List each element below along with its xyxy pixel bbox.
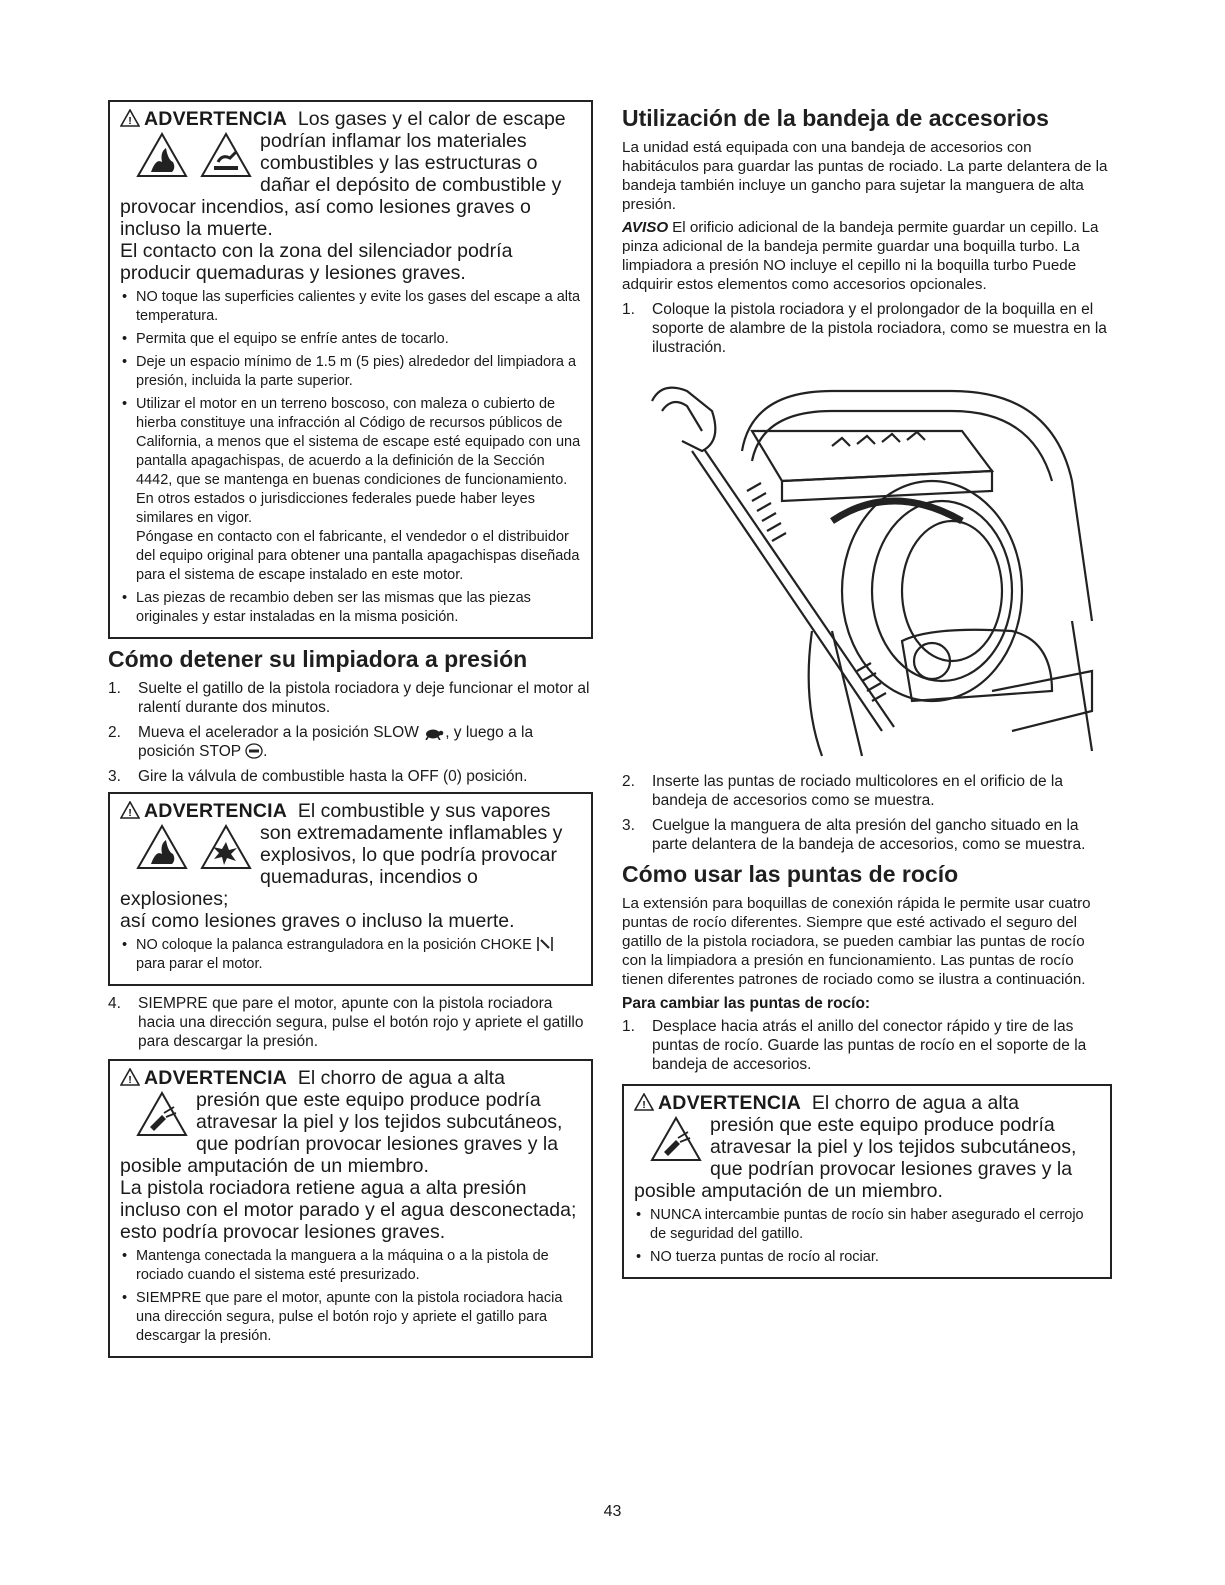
hazard-icons <box>136 1091 188 1137</box>
step-text: . <box>263 743 268 760</box>
warning-rest: así como lesiones graves o incluso la muerte. <box>120 910 515 932</box>
list-item: • Deje un espacio mínimo de 1.5 m (5 pies) alrededor del limpiadora a presión, incluida la parte superior. <box>120 353 581 391</box>
step-number: 1. <box>622 301 635 318</box>
paragraph: La unidad está equipada con una bandeja de accesorios con habitáculos para guardar las puntas de rociado. La parte delantera de la bandeja también incluye un gancho para sujetar la manguera de alta presión. <box>622 139 1108 213</box>
warning-box-fuel <box>108 792 593 986</box>
warning-line-1: podrían inflamar los materiales <box>260 130 527 152</box>
step-text: Desplace hacia atrás el anillo del conector rápido y tire de las puntas de rocío. Guarde las puntas de rocío en el soporte de la bandeja de accesorios. <box>652 1018 1087 1073</box>
warning-header <box>120 1067 581 1089</box>
svg-text:!: ! <box>128 1075 132 1086</box>
accessory-tray-illustration <box>632 371 1102 761</box>
warning-rest: posible amputación de un miembro. <box>634 1180 943 1202</box>
warning-bullets <box>634 1206 1100 1267</box>
step-number: 1. <box>108 680 121 697</box>
bullet-text: NO coloque la palanca estranguladora en la posición CHOKE <box>136 937 532 953</box>
warning-line-2: atravesar la piel y los tejidos subcutáneos, <box>710 1136 1077 1158</box>
warning-bullets <box>120 1247 581 1346</box>
hot-surface-icon <box>200 132 252 178</box>
list-item <box>108 723 593 761</box>
warning-label: ADVERTENCIA <box>144 108 288 130</box>
warning-box-injection <box>108 1059 593 1358</box>
step-text: Coloque la pistola rociadora y el prolongador de la boquilla en el soporte de alambre de la pistola rociadora, como se muestra en la ilustración. <box>652 301 1107 356</box>
warning-box-exhaust <box>108 100 593 639</box>
warning-triangle-icon <box>120 1068 140 1086</box>
list-item <box>108 767 593 786</box>
bullet-text: para parar el motor. <box>136 956 263 972</box>
warning-extra: La pistola rociadora retiene agua a alta presión incluso con el motor parado y el agua desconectada; esto podría provocar lesiones graves. <box>120 1177 577 1243</box>
warning-lead: El combustible y sus vapores <box>297 800 551 822</box>
list-item: • Mantenga conectada la manguera a la máquina o a la pistola de rociado cuando el sistema esté presurizado. <box>120 1247 581 1285</box>
notice-label: AVISO <box>622 219 669 236</box>
bullet-text: • Utilizar el motor en un terreno boscoso, con maleza o cubierto de hierba constituye una infracción al Código de recursos públicos de California, a menos que el sistema de escape esté equipado con una pantalla apagachispas, de acuerdo a la definición de la Sección 4442, que se mantenga en buenas condiciones de funcionamiento. <box>136 396 581 488</box>
injection-hazard-icon <box>650 1116 702 1162</box>
list-item: • SIEMPRE que pare el motor, apunte con la pistola rociadora hacia una dirección segura, pulse el botón rojo y apriete el gatillo para descargar la presión. <box>120 1289 581 1346</box>
stop-steps-continued <box>108 994 593 1051</box>
right-column <box>622 100 1112 1285</box>
list-item: • Las piezas de recambio deben ser las mismas que las piezas originales y estar instaladas en la misma posición. <box>120 589 581 627</box>
step-text: , y luego a la posición STOP <box>138 724 534 760</box>
warning-line-3: dañar el depósito de combustible y <box>260 174 562 196</box>
hazard-icons <box>650 1116 702 1162</box>
notice-paragraph <box>622 218 1112 294</box>
step-number: 2. <box>108 724 121 741</box>
list-item: • Permita que el equipo se enfríe antes de tocarlo. <box>120 330 581 349</box>
list-item: • NUNCA intercambie puntas de rocío sin haber asegurado el cerrojo de seguridad del gatillo. <box>634 1206 1100 1244</box>
warning-bullets <box>120 288 581 627</box>
step-text: Suelte el gatillo de la pistola rociadora y deje funcionar el motor al ralentí durante dos minutos. <box>138 680 590 716</box>
notice-text: El orificio adicional de la bandeja permite guardar un cepillo. La pinza adicional de la bandeja permite guardar una boquilla turbo. La limpiadora a presión NO incluye el cepillo ni la boquilla turbo Puede adquirir estos elementos como accesorios opcionales. <box>622 219 1099 293</box>
injection-hazard-icon <box>136 1091 188 1137</box>
warning-label: ADVERTENCIA <box>144 800 288 822</box>
hazard-icons <box>136 824 252 870</box>
bullet-text: En otros estados o jurisdicciones federales puede haber leyes similares en vigor. <box>136 491 535 526</box>
warning-line-3: que podrían provocar lesiones graves y la <box>710 1158 1073 1180</box>
warning-line-2: combustibles y las estructuras o <box>260 152 538 174</box>
warning-header <box>634 1092 1100 1114</box>
warning-line-2: atravesar la piel y los tejidos subcutáneos, <box>196 1111 563 1133</box>
warning-lead: El chorro de agua a alta <box>811 1092 1019 1114</box>
step-number: 3. <box>108 768 121 785</box>
warning-triangle-icon <box>634 1093 654 1111</box>
step-text: Mueva el acelerador a la posición SLOW <box>138 724 419 741</box>
section-heading-accessory-tray: Utilización de la bandeja de accesorios <box>622 105 1049 131</box>
warning-line-1: presión que este equipo produce podría <box>710 1114 1055 1136</box>
turtle-icon <box>423 726 445 740</box>
warning-line-1: presión que este equipo produce podría <box>196 1089 541 1111</box>
warning-triangle-icon <box>120 801 140 819</box>
list-item <box>622 772 1112 810</box>
tray-steps-continued <box>622 772 1112 854</box>
step-text: Inserte las puntas de rociado multicolores en el orificio de la bandeja de accesorios como se muestra. <box>652 773 1063 809</box>
hazard-icons <box>136 132 252 178</box>
subheading-change-tips: Para cambiar las puntas de rocío: <box>622 995 871 1012</box>
warning-label: ADVERTENCIA <box>658 1092 802 1114</box>
warning-line-1: son extremadamente inflamables y <box>260 822 563 844</box>
warning-rest: provocar incendios, así como lesiones graves o incluso la muerte. <box>120 196 531 240</box>
step-number: 2. <box>622 773 635 790</box>
list-item <box>622 300 1112 357</box>
warning-triangle-icon <box>120 109 140 127</box>
warning-line-3: quemaduras, incendios o explosiones; <box>120 866 478 910</box>
warning-bullets <box>120 936 581 974</box>
list-item <box>108 994 593 1051</box>
stop-icon <box>245 743 263 759</box>
paragraph: La extensión para boquillas de conexión rápida le permite usar cuatro puntas de rocío diferentes. Siempre que esté activado el seguro del gatillo de la pistola rociadora, se pueden cambiar las puntas de rocío con la limpiadora a presión en funcionamiento. Las puntas de rocío tienen diferentes patrones de rociado como se ilustra a continuación. <box>622 895 1091 988</box>
list-item <box>108 679 593 717</box>
svg-text:!: ! <box>642 1100 646 1111</box>
svg-text:!: ! <box>128 808 132 819</box>
fire-hazard-icon <box>136 132 188 178</box>
list-item <box>622 1017 1112 1074</box>
stop-steps <box>108 679 593 786</box>
warning-rest: posible amputación de un miembro. <box>120 1155 429 1177</box>
warning-extra: El contacto con la zona del silenciador podría producir quemaduras y lesiones graves. <box>120 240 513 284</box>
svg-text:!: ! <box>128 116 132 127</box>
step-number: 1. <box>622 1018 635 1035</box>
page-number: 43 <box>603 1503 622 1520</box>
warning-line-2: explosivos, lo que podría provocar <box>260 844 558 866</box>
step-text: Gire la válvula de combustible hasta la OFF (0) posición. <box>138 768 528 785</box>
left-column <box>108 100 593 1364</box>
tray-steps <box>622 300 1112 357</box>
step-number: 4. <box>108 995 121 1012</box>
warning-line-3: que podrían provocar lesiones graves y la <box>196 1133 559 1155</box>
bullet-text: Póngase en contacto con el fabricante, el vendedor o el distribuidor del equipo original para obtener una pantalla apagachispas diseñada para el sistema de escape instalado en este motor. <box>136 529 580 583</box>
warning-label: ADVERTENCIA <box>144 1067 288 1089</box>
warning-header <box>120 800 581 822</box>
list-item <box>120 936 581 974</box>
choke-icon <box>536 936 554 952</box>
step-text: SIEMPRE que pare el motor, apunte con la pistola rociadora hacia una dirección segura, pulse el botón rojo y apriete el gatillo para descargar la presión. <box>138 995 584 1050</box>
change-tips-steps <box>622 1017 1112 1074</box>
warning-lead: El chorro de agua a alta <box>297 1067 505 1089</box>
step-number: 3. <box>622 817 635 834</box>
step-text: Cuelgue la manguera de alta presión del gancho situado en la parte delantera de la bandeja de accesorios, como se muestra. <box>652 817 1086 853</box>
warning-lead: Los gases y el calor de escape <box>297 108 566 130</box>
fire-hazard-icon <box>136 824 188 870</box>
list-item <box>622 816 1112 854</box>
explosion-hazard-icon <box>200 824 252 870</box>
section-heading-spray-tips: Cómo usar las puntas de rocío <box>622 861 959 887</box>
list-item: • NO toque las superficies calientes y evite los gases del escape a alta temperatura. <box>120 288 581 326</box>
warning-box-injection-tips <box>622 1084 1112 1279</box>
list-item: • NO tuerza puntas de rocío al rociar. <box>634 1248 1100 1267</box>
warning-header <box>120 108 581 130</box>
section-heading-stop: Cómo detener su limpiadora a presión <box>108 646 528 672</box>
list-item <box>120 395 581 585</box>
